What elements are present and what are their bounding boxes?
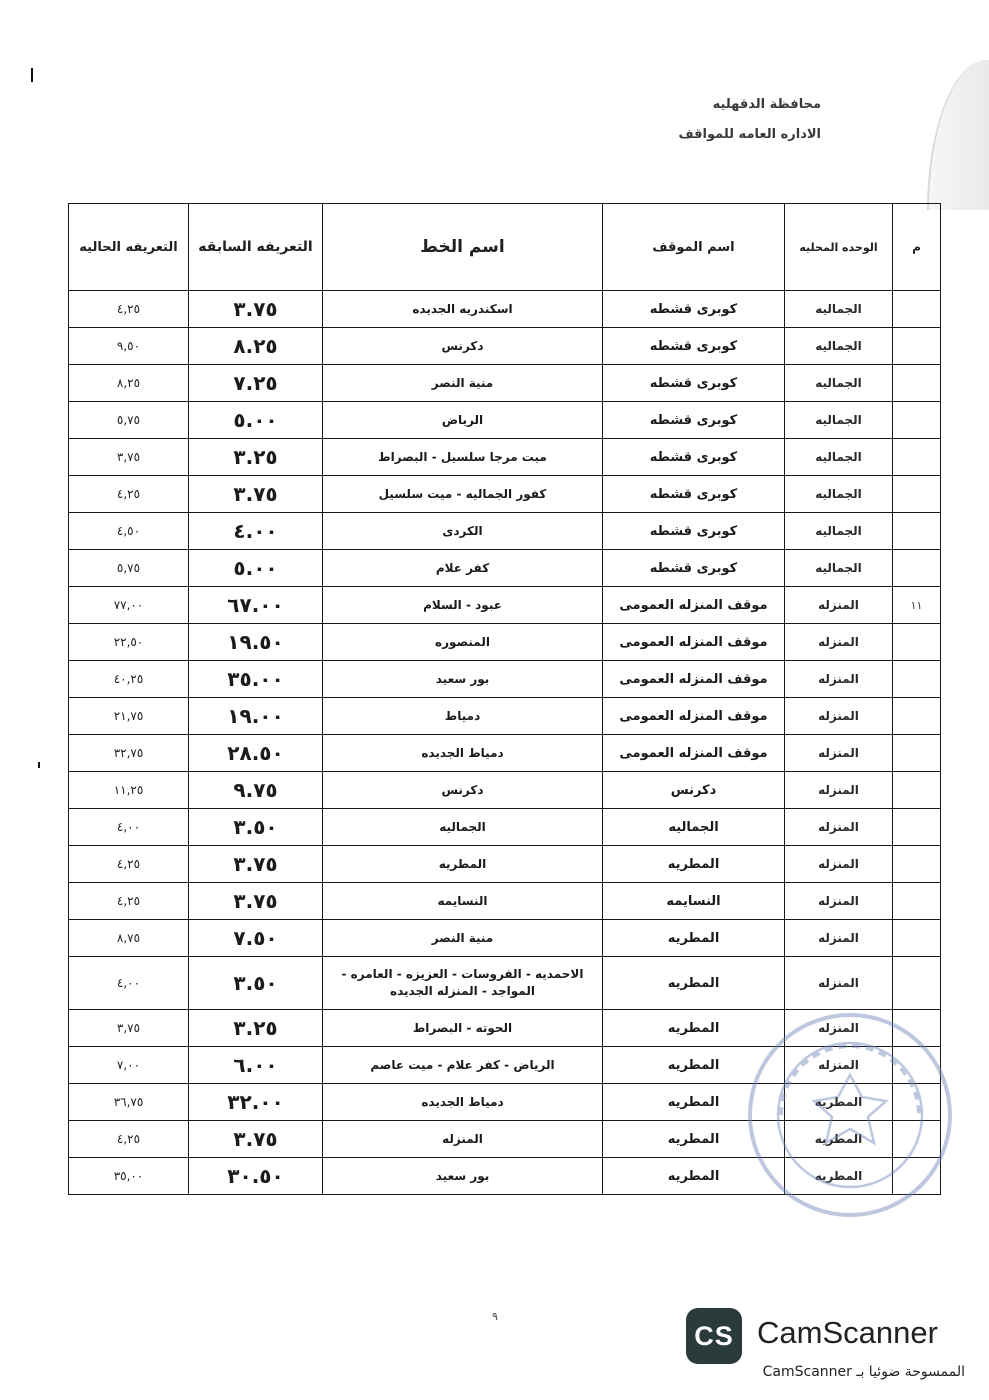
cell-station-name: المطريه xyxy=(603,957,785,1010)
cell-station-name: كوبرى قشطه xyxy=(603,439,785,476)
table-row xyxy=(69,587,941,624)
cell-station-name: كوبرى قشطه xyxy=(603,550,785,587)
cell-previous-fare: ٧.٥٠ xyxy=(189,920,323,957)
cell-station-name: المطريه xyxy=(603,1084,785,1121)
cell-station-name: دكرنس xyxy=(603,772,785,809)
cell-number xyxy=(893,957,941,1010)
table-row xyxy=(69,476,941,513)
column-header-current-fare: التعريفه الحاليه xyxy=(69,204,189,291)
cell-current-fare: ٣٢,٧٥ xyxy=(69,735,189,772)
document-header xyxy=(679,90,821,150)
cell-local-unit: المنزله xyxy=(785,1047,893,1084)
scan-edge-mark xyxy=(38,762,40,768)
cell-previous-fare: ٣٥.٠٠ xyxy=(189,661,323,698)
cell-number xyxy=(893,624,941,661)
cell-number xyxy=(893,698,941,735)
cell-line-name: بور سعيد xyxy=(323,661,603,698)
table-row xyxy=(69,735,941,772)
table-row xyxy=(69,920,941,957)
camscanner-caption: الممسوحة ضوئيا بـ CamScanner xyxy=(762,1364,965,1380)
cell-local-unit: المنزله xyxy=(785,809,893,846)
cell-current-fare: ١١,٢٥ xyxy=(69,772,189,809)
cell-previous-fare: ١٩.٥٠ xyxy=(189,624,323,661)
cell-station-name: المطريه xyxy=(603,846,785,883)
table-row xyxy=(69,661,941,698)
cell-station-name: كوبرى قشطه xyxy=(603,513,785,550)
cell-local-unit: المنزله xyxy=(785,735,893,772)
cell-local-unit: المنزله xyxy=(785,920,893,957)
table-row xyxy=(69,1010,941,1047)
cell-line-name: الرياض - كفر علام - ميت عاصم xyxy=(323,1047,603,1084)
cell-line-name: المنصوره xyxy=(323,624,603,661)
cell-current-fare: ٣,٧٥ xyxy=(69,439,189,476)
cell-number xyxy=(893,402,941,439)
page-edge-shadow xyxy=(927,60,989,210)
cell-line-name: الاحمديه - الفروسات - العزيزه - العامره - المواجد - المنزله الجديده xyxy=(323,957,603,1010)
cell-current-fare: ٤,٠٠ xyxy=(69,809,189,846)
cell-local-unit: المطريه xyxy=(785,1084,893,1121)
cell-station-name: المطريه xyxy=(603,1158,785,1195)
cell-local-unit: الجماليه xyxy=(785,476,893,513)
cell-local-unit: المنزله xyxy=(785,698,893,735)
cell-current-fare: ٤,٢٥ xyxy=(69,291,189,328)
cell-previous-fare: ٣٢.٠٠ xyxy=(189,1084,323,1121)
cell-number xyxy=(893,1010,941,1047)
fare-table-body xyxy=(69,291,941,1195)
cell-current-fare: ٩,٥٠ xyxy=(69,328,189,365)
cell-current-fare: ٤,٥٠ xyxy=(69,513,189,550)
table-row xyxy=(69,328,941,365)
cell-previous-fare: ٦.٠٠ xyxy=(189,1047,323,1084)
cell-previous-fare: ٣٠.٥٠ xyxy=(189,1158,323,1195)
cell-local-unit: المنزله xyxy=(785,587,893,624)
cell-previous-fare: ٣.٢٥ xyxy=(189,439,323,476)
cell-station-name: موقف المنزله العمومى xyxy=(603,587,785,624)
column-header-station-name: اسم الموقف xyxy=(603,204,785,291)
cell-line-name: دكرنس xyxy=(323,328,603,365)
cell-number xyxy=(893,846,941,883)
table-row xyxy=(69,439,941,476)
cell-previous-fare: ٥.٠٠ xyxy=(189,550,323,587)
governorate-title: محافظة الدقهليه xyxy=(712,97,821,112)
fare-table-header xyxy=(69,204,941,291)
cell-line-name: دمياط الجديده xyxy=(323,1084,603,1121)
cell-previous-fare: ٣.٢٥ xyxy=(189,1010,323,1047)
cell-line-name: النسايمه xyxy=(323,883,603,920)
cell-station-name: كوبرى قشطه xyxy=(603,291,785,328)
cell-line-name: المطريه xyxy=(323,846,603,883)
scan-edge-mark xyxy=(31,68,33,82)
cell-local-unit: الجماليه xyxy=(785,439,893,476)
fare-table xyxy=(68,203,941,1195)
department-title: الاداره العامه للمواقف xyxy=(678,127,821,142)
cell-station-name: المطريه xyxy=(603,1121,785,1158)
cell-number xyxy=(893,291,941,328)
cell-station-name: المطريه xyxy=(603,1010,785,1047)
cell-line-name: اسكندريه الجديده xyxy=(323,291,603,328)
cell-number xyxy=(893,1047,941,1084)
cell-previous-fare: ٣.٥٠ xyxy=(189,957,323,1010)
cell-previous-fare: ٤.٠٠ xyxy=(189,513,323,550)
cell-current-fare: ٨,٢٥ xyxy=(69,365,189,402)
cell-station-name: كوبرى قشطه xyxy=(603,328,785,365)
cell-previous-fare: ٣.٧٥ xyxy=(189,476,323,513)
cell-current-fare: ٣٥,٠٠ xyxy=(69,1158,189,1195)
column-header-line-name: اسم الخط xyxy=(323,204,603,291)
table-row xyxy=(69,1121,941,1158)
cell-previous-fare: ٥.٠٠ xyxy=(189,402,323,439)
cell-current-fare: ٧,٠٠ xyxy=(69,1047,189,1084)
cell-current-fare: ٢٢,٥٠ xyxy=(69,624,189,661)
column-header-number: م xyxy=(893,204,941,291)
cell-number xyxy=(893,809,941,846)
cell-previous-fare: ٦٧.٠٠ xyxy=(189,587,323,624)
cell-local-unit: الجماليه xyxy=(785,328,893,365)
cell-local-unit: المنزله xyxy=(785,772,893,809)
cell-line-name: كفور الجماليه - ميت سلسيل xyxy=(323,476,603,513)
cell-number xyxy=(893,513,941,550)
cell-local-unit: المطريه xyxy=(785,1158,893,1195)
column-header-previous-fare: التعريفه السابقه xyxy=(189,204,323,291)
cell-previous-fare: ١٩.٠٠ xyxy=(189,698,323,735)
cell-current-fare: ٣,٧٥ xyxy=(69,1010,189,1047)
table-row xyxy=(69,291,941,328)
cell-line-name: منية النصر xyxy=(323,920,603,957)
cell-number xyxy=(893,1121,941,1158)
cell-previous-fare: ٩.٧٥ xyxy=(189,772,323,809)
cell-local-unit: الجماليه xyxy=(785,402,893,439)
table-row xyxy=(69,402,941,439)
cell-station-name: كوبرى قشطه xyxy=(603,365,785,402)
table-row xyxy=(69,1047,941,1084)
table-row xyxy=(69,698,941,735)
cell-previous-fare: ٣.٧٥ xyxy=(189,1121,323,1158)
cell-number xyxy=(893,772,941,809)
cell-number xyxy=(893,920,941,957)
cell-station-name: الجماليه xyxy=(603,809,785,846)
cell-number xyxy=(893,365,941,402)
cell-line-name: دمياط xyxy=(323,698,603,735)
cell-number xyxy=(893,550,941,587)
cell-number xyxy=(893,735,941,772)
cell-current-fare: ٤,٢٥ xyxy=(69,1121,189,1158)
column-header-local-unit: الوحده المحليه xyxy=(785,204,893,291)
cell-previous-fare: ٣.٧٥ xyxy=(189,846,323,883)
cell-current-fare: ٥,٧٥ xyxy=(69,550,189,587)
cell-local-unit: المنزله xyxy=(785,846,893,883)
cell-station-name: كوبرى قشطه xyxy=(603,402,785,439)
table-row xyxy=(69,957,941,1010)
cell-current-fare: ٤٠,٢٥ xyxy=(69,661,189,698)
cell-number xyxy=(893,439,941,476)
cell-number xyxy=(893,328,941,365)
cell-station-name: كوبرى قشطه xyxy=(603,476,785,513)
cell-number xyxy=(893,476,941,513)
cell-local-unit: الجماليه xyxy=(785,550,893,587)
cell-current-fare: ٤,٢٥ xyxy=(69,883,189,920)
table-row xyxy=(69,1158,941,1195)
cell-station-name: موقف المنزله العمومى xyxy=(603,661,785,698)
cell-current-fare: ٤,٢٥ xyxy=(69,476,189,513)
camscanner-brand: CamScanner xyxy=(757,1315,938,1350)
cell-current-fare: ٤,٢٥ xyxy=(69,846,189,883)
cell-local-unit: المنزله xyxy=(785,624,893,661)
cell-number xyxy=(893,883,941,920)
cell-local-unit: المنزله xyxy=(785,883,893,920)
cell-line-name: بور سعيد xyxy=(323,1158,603,1195)
cell-line-name: الحوته - البصراط xyxy=(323,1010,603,1047)
cell-line-name: الجماليه xyxy=(323,809,603,846)
table-row xyxy=(69,1084,941,1121)
cell-previous-fare: ٧.٢٥ xyxy=(189,365,323,402)
cell-station-name: المطريه xyxy=(603,1047,785,1084)
cell-number: ١١ xyxy=(893,587,941,624)
cell-current-fare: ٥,٧٥ xyxy=(69,402,189,439)
page-number: ٩ xyxy=(492,1310,498,1323)
cell-line-name: كفر علام xyxy=(323,550,603,587)
cell-line-name: الرياض xyxy=(323,402,603,439)
cell-line-name: ميت مرجا سلسيل - البصراط xyxy=(323,439,603,476)
table-row xyxy=(69,365,941,402)
cell-current-fare: ٧٧,٠٠ xyxy=(69,587,189,624)
cell-local-unit: المطريه xyxy=(785,1121,893,1158)
table-row xyxy=(69,550,941,587)
header-row xyxy=(69,204,941,291)
table-row xyxy=(69,883,941,920)
cell-number xyxy=(893,1084,941,1121)
cell-line-name: منية النصر xyxy=(323,365,603,402)
table-row xyxy=(69,846,941,883)
cell-number xyxy=(893,1158,941,1195)
cell-current-fare: ٢١,٧٥ xyxy=(69,698,189,735)
cell-local-unit: الجماليه xyxy=(785,365,893,402)
cell-station-name: موقف المنزله العمومى xyxy=(603,624,785,661)
cell-line-name: دمياط الجديده xyxy=(323,735,603,772)
cell-line-name: دكرنس xyxy=(323,772,603,809)
cell-local-unit: الجماليه xyxy=(785,291,893,328)
cell-line-name: عبود - السلام xyxy=(323,587,603,624)
cell-station-name: النسايمه xyxy=(603,883,785,920)
cell-previous-fare: ٢٨.٥٠ xyxy=(189,735,323,772)
cell-current-fare: ٤,٠٠ xyxy=(69,957,189,1010)
cell-local-unit: المنزله xyxy=(785,661,893,698)
cell-previous-fare: ٣.٧٥ xyxy=(189,883,323,920)
cell-local-unit: الجماليه xyxy=(785,513,893,550)
cell-station-name: موقف المنزله العمومى xyxy=(603,735,785,772)
cell-line-name: المنزله xyxy=(323,1121,603,1158)
cell-station-name: موقف المنزله العمومى xyxy=(603,698,785,735)
table-row xyxy=(69,772,941,809)
table-row xyxy=(69,513,941,550)
table-row xyxy=(69,809,941,846)
cell-current-fare: ٣٦,٧٥ xyxy=(69,1084,189,1121)
cell-station-name: المطريه xyxy=(603,920,785,957)
cell-line-name: الكردى xyxy=(323,513,603,550)
camscanner-logo-icon: CS xyxy=(686,1308,742,1364)
cell-number xyxy=(893,661,941,698)
cell-previous-fare: ٨.٢٥ xyxy=(189,328,323,365)
cell-local-unit: المنزله xyxy=(785,1010,893,1047)
cell-previous-fare: ٣.٧٥ xyxy=(189,291,323,328)
table-row xyxy=(69,624,941,661)
cell-current-fare: ٨,٧٥ xyxy=(69,920,189,957)
cell-previous-fare: ٣.٥٠ xyxy=(189,809,323,846)
cell-local-unit: المنزله xyxy=(785,957,893,1010)
